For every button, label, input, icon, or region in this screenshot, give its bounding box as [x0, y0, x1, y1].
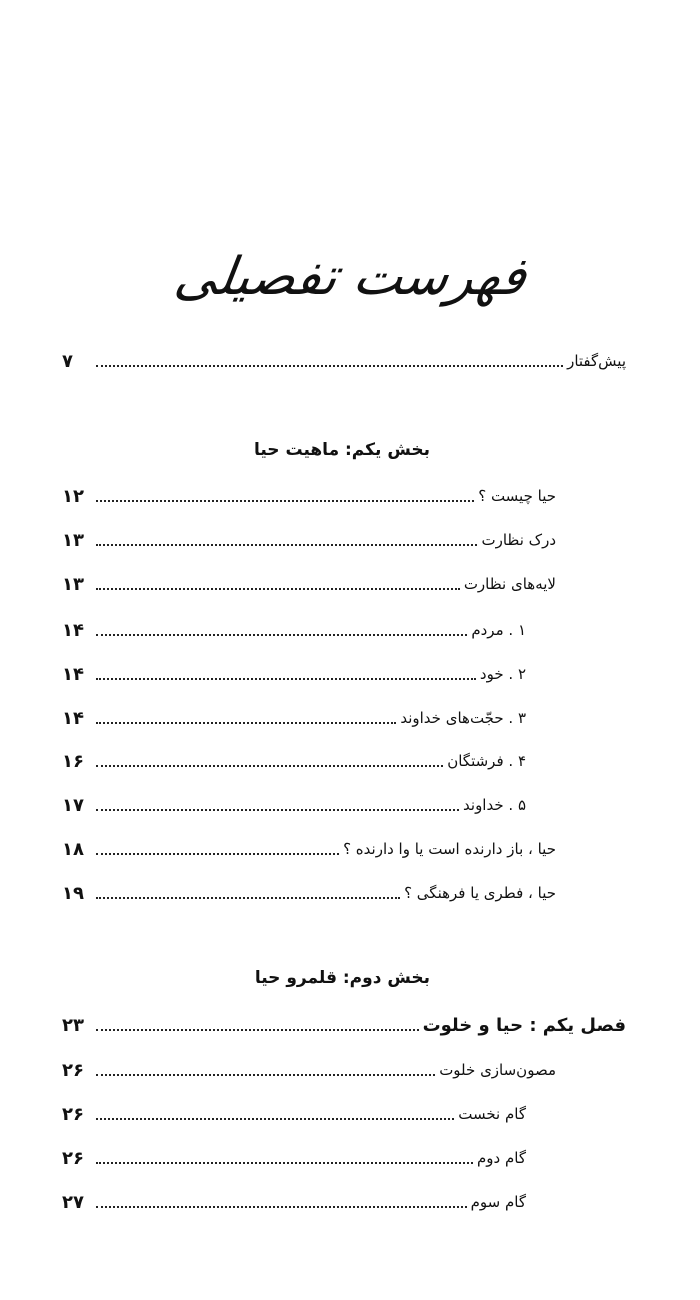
- toc-entry-page: ۱۴: [62, 663, 84, 685]
- leader-dots: [96, 1029, 419, 1031]
- toc-entry-page: ۷: [62, 350, 73, 372]
- toc-entry[interactable]: [62, 790, 526, 820]
- toc-entry-title: پیش‌گفتار: [567, 352, 626, 370]
- leader-dots: [96, 853, 339, 855]
- toc-entry-page: ۱۸: [62, 838, 84, 860]
- toc-entry-page: ۱۴: [62, 619, 84, 641]
- toc-entry-title: ۱ . مردم: [471, 621, 526, 639]
- toc-entry[interactable]: [62, 746, 526, 776]
- toc-entry-title: حیا ، فطری یا فرهنگی ؟: [404, 884, 556, 902]
- leader-dots: [96, 365, 563, 367]
- toc-entry-title: لایه‌های نظارت: [463, 575, 556, 593]
- leader-dots: [96, 1206, 467, 1208]
- toc-entry[interactable]: [62, 615, 526, 645]
- toc-entry-title: گام نخست: [458, 1105, 526, 1123]
- toc-entry-page: ۱۳: [62, 529, 84, 551]
- leader-dots: [96, 897, 400, 899]
- leader-dots: [96, 588, 460, 590]
- toc-entry-page: ۱۳: [62, 573, 84, 595]
- toc-entry[interactable]: [62, 569, 556, 599]
- leader-dots: [96, 678, 476, 680]
- leader-dots: [96, 1118, 454, 1120]
- toc-entry-page: ۱۹: [62, 882, 84, 904]
- toc-entry-page: ۲۶: [62, 1059, 84, 1081]
- toc-entry-page: ۲۷: [62, 1191, 84, 1213]
- toc-entry-chapter[interactable]: [62, 1010, 626, 1040]
- toc-entry[interactable]: [62, 659, 526, 689]
- toc-entry-title: ۲ . خود: [479, 665, 526, 683]
- leader-dots: [96, 500, 474, 502]
- toc-entry-preface[interactable]: [62, 346, 626, 376]
- toc-entry-title: درک نظارت: [481, 531, 556, 549]
- toc-heading: [0, 232, 700, 322]
- leader-dots: [96, 765, 443, 767]
- toc-entry-title: ۳ . حجّت‌های خداوند: [400, 709, 526, 727]
- toc-entry-title: فصل یکم : حیا و خلوت: [422, 1014, 626, 1036]
- toc-entry[interactable]: [62, 1143, 526, 1173]
- toc-entry[interactable]: [62, 525, 556, 555]
- leader-dots: [96, 634, 467, 636]
- leader-dots: [96, 544, 477, 546]
- leader-dots: [96, 1162, 473, 1164]
- toc-entry-title: حیا ، باز دارنده است یا وا دارنده ؟: [343, 840, 556, 858]
- toc-entry-page: ۲۳: [62, 1014, 84, 1036]
- toc-entry-title: گام سوم: [470, 1193, 526, 1211]
- toc-entry-title: ۵ . خداوند: [463, 796, 526, 814]
- toc-entry-page: ۱۲: [62, 485, 84, 507]
- toc-entry-page: ۱۶: [62, 750, 84, 772]
- toc-entry[interactable]: [62, 1055, 556, 1085]
- toc-entry-title: حیا چیست ؟: [478, 487, 556, 505]
- toc-entry[interactable]: [62, 703, 526, 733]
- toc-entry[interactable]: [62, 481, 556, 511]
- toc-entry[interactable]: [62, 878, 556, 908]
- leader-dots: [96, 1074, 435, 1076]
- toc-entry-page: ۲۶: [62, 1147, 84, 1169]
- toc-entry-page: ۱۴: [62, 707, 84, 729]
- toc-heading-text: فهرست تفصیلی: [170, 247, 530, 307]
- toc-entry-title: گام دوم: [477, 1149, 526, 1167]
- leader-dots: [96, 722, 396, 724]
- leader-dots: [96, 809, 459, 811]
- toc-entry[interactable]: [62, 834, 556, 864]
- toc-entry-page: ۲۶: [62, 1103, 84, 1125]
- toc-entry-title: ۴ . فرشتگان: [447, 752, 526, 770]
- part2-title: بخش دوم: قلمرو حیا: [254, 968, 430, 988]
- toc-entry[interactable]: [62, 1187, 526, 1217]
- toc-entry-title: مصون‌سازی خلوت: [439, 1061, 556, 1079]
- part1-title: بخش یکم: ماهیت حیا: [253, 440, 430, 460]
- toc-entry-page: ۱۷: [62, 794, 84, 816]
- toc-entry[interactable]: [62, 1099, 526, 1129]
